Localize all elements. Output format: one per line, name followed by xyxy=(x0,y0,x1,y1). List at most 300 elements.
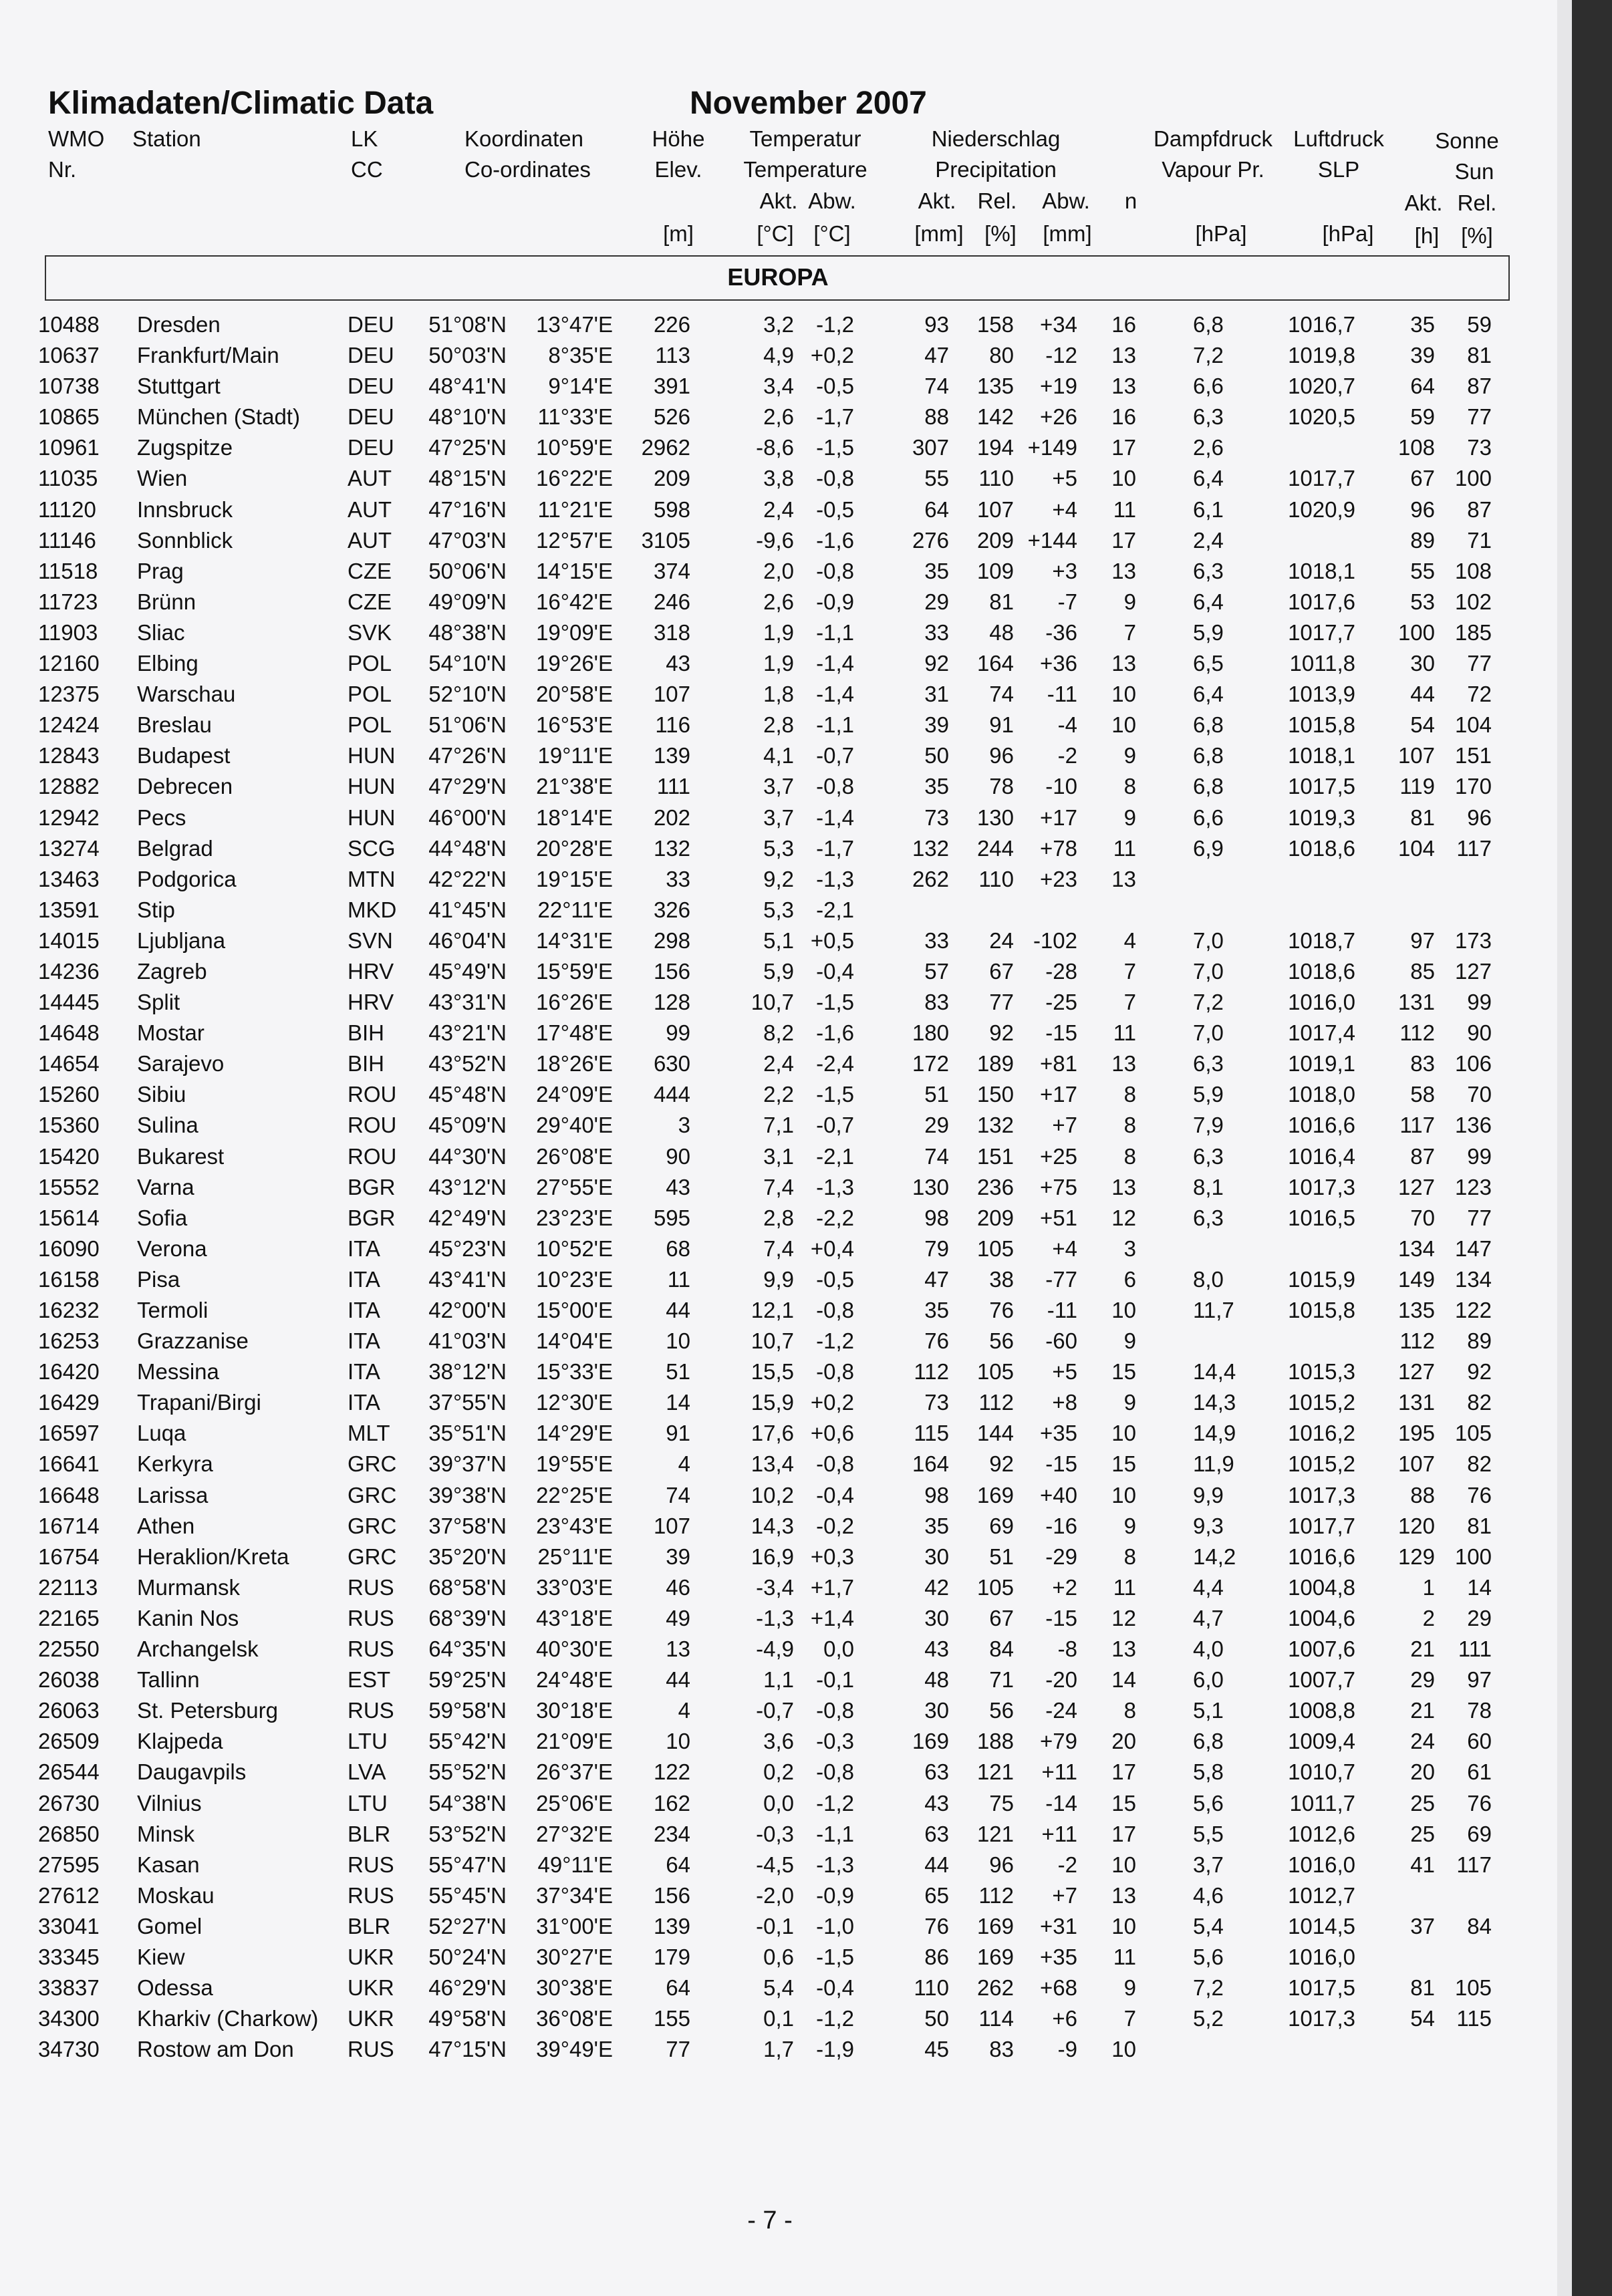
cell-station: Messina xyxy=(137,1359,219,1385)
cell-sun-pct: 102 xyxy=(1454,589,1492,614)
cell-elev: 374 xyxy=(653,558,690,583)
table-row xyxy=(0,1757,1612,1787)
cell-sun-h: 120 xyxy=(1397,1513,1435,1538)
cell-slp: 1016,5 xyxy=(1288,1205,1355,1230)
cell-lon: 10°59'E xyxy=(536,435,613,460)
cell-vapour: 5,9 xyxy=(1193,1082,1224,1107)
cell-temp: 15,9 xyxy=(751,1390,794,1415)
cell-temp-abw: -0,7 xyxy=(816,743,854,768)
cell-lon: 21°09'E xyxy=(536,1729,613,1754)
cell-cc: RUS xyxy=(348,1852,394,1877)
cell-wmo: 16641 xyxy=(38,1451,100,1477)
cell-wmo: 14648 xyxy=(38,1020,100,1046)
cell-precip: 30 xyxy=(924,1605,949,1630)
cell-sun-h: 29 xyxy=(1410,1667,1435,1693)
cell-precip-abw: +79 xyxy=(1040,1729,1077,1754)
cell-n: 12 xyxy=(1111,1605,1136,1630)
cell-slp: 1019,8 xyxy=(1288,343,1355,368)
cell-station: Stuttgart xyxy=(137,374,221,399)
cell-temp-abw: -0,2 xyxy=(816,1513,854,1538)
cell-temp: 3,2 xyxy=(763,312,794,337)
cell-precip-abw: -12 xyxy=(1045,343,1077,368)
cell-precip-rel: 96 xyxy=(989,1852,1014,1877)
cell-sun-pct: 82 xyxy=(1467,1451,1492,1477)
cell-cc: ITA xyxy=(348,1266,380,1292)
cell-lat: 47°29'N xyxy=(428,774,507,799)
cell-vapour: 2,6 xyxy=(1193,435,1224,460)
cell-temp: 2,6 xyxy=(763,589,794,614)
cell-vapour: 4,6 xyxy=(1193,1882,1224,1908)
cell-vapour: 6,8 xyxy=(1193,743,1224,768)
cell-precip-abw: +4 xyxy=(1052,1236,1077,1261)
cell-elev: 46 xyxy=(666,1574,690,1600)
report-period: November 2007 xyxy=(690,86,927,121)
cell-precip-rel: 262 xyxy=(976,1975,1014,2001)
cell-sun-pct: 99 xyxy=(1467,1143,1492,1169)
cell-wmo: 22113 xyxy=(38,1574,98,1600)
cell-precip-rel: 83 xyxy=(989,2037,1014,2062)
cell-elev: 111 xyxy=(656,774,690,799)
cell-temp-abw: -1,1 xyxy=(816,1821,854,1846)
unit-slp: [hPa] xyxy=(1322,221,1374,246)
col-sonne: Sonne xyxy=(1435,128,1499,153)
cell-n: 9 xyxy=(1123,743,1136,768)
cell-lat: 52°27'N xyxy=(428,1913,507,1939)
cell-precip-abw: +35 xyxy=(1040,1421,1077,1446)
cell-lat: 45°23'N xyxy=(428,1236,507,1261)
cell-elev: 10 xyxy=(666,1729,690,1754)
cell-wmo: 27612 xyxy=(38,1882,100,1908)
cell-cc: BLR xyxy=(348,1821,391,1846)
cell-sun-h: 127 xyxy=(1397,1359,1435,1385)
cell-vapour: 6,8 xyxy=(1193,712,1224,738)
cell-sun-pct: 81 xyxy=(1467,343,1492,368)
cell-lon: 30°27'E xyxy=(536,1944,613,1969)
cell-wmo: 16158 xyxy=(38,1266,100,1292)
table-row xyxy=(0,2034,1612,2065)
cell-lat: 47°25'N xyxy=(428,435,507,460)
cell-station: Frankfurt/Main xyxy=(137,343,279,368)
cell-precip-abw: -28 xyxy=(1045,958,1077,984)
table-row xyxy=(0,1788,1612,1819)
table-row xyxy=(0,371,1612,402)
cell-lon: 22°25'E xyxy=(536,1482,613,1508)
cell-lon: 24°09'E xyxy=(536,1082,613,1107)
cell-cc: RUS xyxy=(348,1698,394,1723)
cell-precip-rel: 164 xyxy=(976,651,1014,676)
cell-temp-abw: -2,1 xyxy=(816,897,854,922)
cell-precip-abw: -7 xyxy=(1057,589,1077,614)
table-row xyxy=(0,679,1612,710)
table-row xyxy=(0,402,1612,432)
cell-precip: 50 xyxy=(924,2006,949,2031)
cell-lat: 54°38'N xyxy=(428,1790,507,1816)
col-n: n xyxy=(1124,188,1137,213)
cell-lon: 36°08'E xyxy=(536,2006,613,2031)
cell-elev: 116 xyxy=(655,712,690,738)
cell-n: 7 xyxy=(1123,990,1136,1015)
cell-precip: 31 xyxy=(924,682,949,707)
cell-precip-rel: 135 xyxy=(976,374,1014,399)
table-row xyxy=(0,803,1612,833)
cell-temp-abw: -1,5 xyxy=(816,1944,854,1969)
cell-temp-abw: -1,3 xyxy=(816,866,854,891)
cell-sun-pct: 185 xyxy=(1454,619,1492,645)
cell-lat: 44°30'N xyxy=(428,1143,507,1169)
col-luftdruck: Luftdruck xyxy=(1293,126,1384,151)
cell-elev: 298 xyxy=(653,927,690,953)
cell-wmo: 11035 xyxy=(38,466,98,491)
cell-vapour: 6,3 xyxy=(1193,404,1224,430)
cell-slp: 1019,1 xyxy=(1288,1051,1355,1077)
cell-sun-h: 21 xyxy=(1410,1698,1435,1723)
cell-temp: 1,8 xyxy=(763,682,794,707)
cell-cc: GRC xyxy=(348,1544,397,1569)
cell-sun-pct: 106 xyxy=(1454,1051,1492,1077)
cell-cc: RUS xyxy=(348,1574,394,1600)
cell-vapour: 6,8 xyxy=(1193,1729,1224,1754)
cell-station: Dresden xyxy=(137,312,221,337)
cell-vapour: 7,2 xyxy=(1193,1975,1224,2001)
unit-elev: [m] xyxy=(663,221,694,246)
cell-sun-pct: 105 xyxy=(1454,1421,1492,1446)
table-row xyxy=(0,864,1612,895)
cell-sun-pct: 87 xyxy=(1467,374,1492,399)
cell-lat: 55°42'N xyxy=(428,1729,507,1754)
cell-n: 8 xyxy=(1123,1698,1136,1723)
cell-temp: -1,3 xyxy=(756,1605,794,1630)
cell-vapour: 11,9 xyxy=(1193,1451,1234,1477)
cell-sun-h: 39 xyxy=(1410,343,1435,368)
cell-precip-abw: -24 xyxy=(1045,1698,1077,1723)
cell-elev: 91 xyxy=(666,1421,690,1446)
cell-precip: 42 xyxy=(924,1574,949,1600)
cell-wmo: 14015 xyxy=(38,927,100,953)
cell-slp: 1016,6 xyxy=(1288,1113,1355,1138)
table-row xyxy=(0,1141,1612,1172)
col-precipitation: Precipitation xyxy=(935,157,1057,182)
cell-precip-abw: -20 xyxy=(1045,1667,1077,1693)
cell-precip: 64 xyxy=(924,496,949,522)
cell-vapour: 5,5 xyxy=(1193,1821,1224,1846)
cell-slp: 1009,4 xyxy=(1288,1729,1355,1754)
cell-lon: 18°26'E xyxy=(536,1051,613,1077)
cell-precip-abw: -29 xyxy=(1045,1544,1077,1569)
cell-slp: 1015,3 xyxy=(1288,1359,1355,1385)
cell-lat: 35°20'N xyxy=(428,1544,507,1569)
cell-lon: 11°21'E xyxy=(537,496,613,522)
cell-lat: 59°58'N xyxy=(428,1698,507,1723)
cell-precip-abw: +75 xyxy=(1040,1174,1077,1199)
cell-vapour: 5,8 xyxy=(1193,1759,1224,1785)
cell-station: Sulina xyxy=(137,1113,198,1138)
cell-precip-abw: -15 xyxy=(1045,1020,1077,1046)
cell-slp: 1007,7 xyxy=(1288,1667,1355,1693)
cell-lon: 10°52'E xyxy=(536,1236,613,1261)
cell-slp: 1016,6 xyxy=(1288,1544,1355,1569)
cell-lat: 46°04'N xyxy=(428,927,507,953)
cell-sun-h: 54 xyxy=(1410,2006,1435,2031)
cell-temp-abw: -0,8 xyxy=(816,1759,854,1785)
cell-precip-abw: +17 xyxy=(1040,805,1077,830)
cell-wmo: 13591 xyxy=(38,897,100,922)
cell-elev: 14 xyxy=(666,1390,690,1415)
table-row xyxy=(0,1172,1612,1203)
table-row xyxy=(0,1264,1612,1295)
cell-slp: 1018,6 xyxy=(1288,835,1355,861)
cell-precip-rel: 236 xyxy=(976,1174,1014,1199)
page-title: Klimadaten/Climatic Data xyxy=(48,86,434,121)
cell-n: 13 xyxy=(1111,374,1136,399)
cell-elev: 155 xyxy=(653,2006,690,2031)
cell-precip-rel: 92 xyxy=(989,1451,1014,1477)
cell-temp-abw: -0,8 xyxy=(816,1298,854,1322)
cell-lat: 47°15'N xyxy=(428,2037,507,2062)
cell-n: 20 xyxy=(1111,1729,1136,1754)
cell-slp: 1017,7 xyxy=(1288,619,1355,645)
cell-temp-abw: -2,2 xyxy=(816,1205,854,1230)
cell-precip: 130 xyxy=(912,1174,949,1199)
cell-n: 13 xyxy=(1111,651,1136,676)
cell-precip: 43 xyxy=(924,1636,949,1662)
cell-station: Sarajevo xyxy=(137,1051,225,1077)
cell-wmo: 10488 xyxy=(38,312,100,337)
cell-lon: 19°15'E xyxy=(536,866,613,891)
cell-sun-pct: 122 xyxy=(1454,1298,1492,1322)
cell-n: 4 xyxy=(1123,927,1136,953)
cell-precip: 79 xyxy=(924,1236,949,1261)
cell-precip-abw: +40 xyxy=(1040,1482,1077,1508)
cell-temp-abw: +0,6 xyxy=(810,1421,854,1446)
cell-lon: 40°30'E xyxy=(536,1636,613,1662)
cell-precip-rel: 112 xyxy=(978,1882,1014,1908)
cell-wmo: 26850 xyxy=(38,1821,100,1846)
cell-lon: 19°55'E xyxy=(536,1451,613,1477)
cell-n: 8 xyxy=(1123,1544,1136,1569)
cell-wmo: 12882 xyxy=(38,774,100,799)
unit-temp-abw: [°C] xyxy=(813,221,851,246)
cell-elev: 107 xyxy=(653,682,690,707)
cell-n: 17 xyxy=(1111,435,1136,460)
cell-sun-h: 55 xyxy=(1410,558,1435,583)
cell-elev: 162 xyxy=(653,1790,690,1816)
cell-temp: 2,6 xyxy=(763,404,794,430)
cell-sun-pct: 136 xyxy=(1454,1113,1492,1138)
cell-sun-pct: 92 xyxy=(1467,1359,1492,1385)
cell-temp: -0,1 xyxy=(756,1913,794,1939)
cell-station: Moskau xyxy=(137,1882,215,1908)
cell-precip-rel: 80 xyxy=(989,343,1014,368)
cell-sun-h: 104 xyxy=(1397,835,1435,861)
cell-temp: 15,5 xyxy=(751,1359,794,1385)
cell-precip: 112 xyxy=(914,1359,949,1385)
cell-sun-pct: 90 xyxy=(1467,1020,1492,1046)
cell-lat: 35°51'N xyxy=(428,1421,507,1446)
cell-n: 16 xyxy=(1111,312,1136,337)
cell-sun-h: 64 xyxy=(1410,374,1435,399)
cell-n: 9 xyxy=(1123,1975,1136,2001)
cell-precip-abw: -9 xyxy=(1057,2037,1077,2062)
cell-sun-h: 67 xyxy=(1410,466,1435,491)
cell-sun-h: 117 xyxy=(1399,1113,1435,1138)
cell-cc: LTU xyxy=(348,1729,388,1754)
table-row xyxy=(0,1295,1612,1326)
cell-sun-h: 112 xyxy=(1399,1020,1435,1046)
cell-precip: 73 xyxy=(924,805,949,830)
cell-station: Luqa xyxy=(137,1421,186,1446)
table-row xyxy=(0,1356,1612,1387)
cell-vapour: 6,9 xyxy=(1193,835,1224,861)
cell-slp: 1004,8 xyxy=(1288,1574,1355,1600)
cell-temp-abw: -0,8 xyxy=(816,1698,854,1723)
cell-sun-h: 30 xyxy=(1410,651,1435,676)
cell-precip-rel: 109 xyxy=(976,558,1014,583)
cell-lat: 43°31'N xyxy=(428,990,507,1015)
cell-lat: 50°06'N xyxy=(428,558,507,583)
cell-cc: RUS xyxy=(348,2037,394,2062)
cell-cc: ROU xyxy=(348,1082,397,1107)
cell-wmo: 12160 xyxy=(38,651,100,676)
cell-wmo: 16754 xyxy=(38,1544,100,1569)
cell-slp: 1019,3 xyxy=(1288,805,1355,830)
cell-vapour: 7,9 xyxy=(1193,1113,1224,1138)
cell-n: 9 xyxy=(1123,1513,1136,1538)
cell-sun-pct: 170 xyxy=(1454,774,1492,799)
cell-lon: 30°38'E xyxy=(536,1975,613,2001)
cell-precip-rel: 244 xyxy=(976,835,1014,861)
cell-temp: 5,9 xyxy=(763,958,794,984)
cell-slp: 1011,8 xyxy=(1289,651,1355,676)
cell-slp: 1016,0 xyxy=(1288,1944,1355,1969)
col-p-rel: Rel. xyxy=(977,188,1017,213)
cell-precip-abw: +6 xyxy=(1052,2006,1077,2031)
cell-slp: 1015,9 xyxy=(1288,1266,1355,1292)
cell-precip-abw: +11 xyxy=(1041,1759,1077,1785)
cell-elev: 51 xyxy=(666,1359,690,1385)
cell-vapour: 6,6 xyxy=(1193,374,1224,399)
cell-sun-h: 53 xyxy=(1410,589,1435,614)
cell-sun-h: 135 xyxy=(1397,1298,1435,1322)
cell-cc: UKR xyxy=(348,1944,394,1969)
cell-sun-h: 195 xyxy=(1397,1421,1435,1446)
cell-temp-abw: -0,9 xyxy=(816,1882,854,1908)
cell-elev: 49 xyxy=(666,1605,690,1630)
cell-precip-abw: -2 xyxy=(1057,1852,1077,1877)
cell-slp: 1015,8 xyxy=(1288,1298,1355,1322)
unit-sun-pct: [%] xyxy=(1461,223,1493,248)
cell-n: 13 xyxy=(1111,558,1136,583)
cell-station: Pecs xyxy=(137,805,186,830)
cell-station: Kanin Nos xyxy=(137,1605,239,1630)
cell-sun-pct: 78 xyxy=(1467,1698,1492,1723)
cell-slp: 1020,9 xyxy=(1288,496,1355,522)
cell-temp-abw: -1,6 xyxy=(816,527,854,553)
cell-n: 8 xyxy=(1123,774,1136,799)
cell-lon: 16°53'E xyxy=(536,712,613,738)
cell-temp: -4,9 xyxy=(756,1636,794,1662)
cell-precip: 262 xyxy=(912,866,949,891)
cell-temp: -0,3 xyxy=(756,1821,794,1846)
cell-n: 10 xyxy=(1111,1852,1136,1877)
cell-precip-rel: 105 xyxy=(976,1574,1014,1600)
cell-n: 13 xyxy=(1111,1051,1136,1077)
cell-slp: 1016,0 xyxy=(1288,1852,1355,1877)
cell-station: Heraklion/Kreta xyxy=(137,1544,289,1569)
unit-precip-abw: [mm] xyxy=(1043,221,1092,246)
cell-precip-abw: -15 xyxy=(1045,1451,1077,1477)
cell-slp: 1016,0 xyxy=(1288,990,1355,1015)
cell-vapour: 5,6 xyxy=(1193,1790,1224,1816)
table-row xyxy=(0,1203,1612,1234)
cell-cc: DEU xyxy=(348,343,394,368)
cell-lon: 23°43'E xyxy=(536,1513,613,1538)
cell-precip: 39 xyxy=(924,712,949,738)
cell-station: Sibiu xyxy=(137,1082,186,1107)
cell-station: Sofia xyxy=(137,1205,188,1230)
cell-wmo: 27595 xyxy=(38,1852,100,1877)
cell-vapour: 6,5 xyxy=(1193,651,1224,676)
cell-elev: 139 xyxy=(653,743,690,768)
cell-slp: 1012,6 xyxy=(1288,1821,1355,1846)
cell-precip-abw: -102 xyxy=(1033,927,1077,953)
table-row xyxy=(0,309,1612,340)
col-p-akt: Akt. xyxy=(918,188,956,213)
cell-lat: 46°29'N xyxy=(428,1975,507,2001)
cell-lon: 18°14'E xyxy=(536,805,613,830)
cell-precip-abw: +68 xyxy=(1040,1975,1077,2001)
cell-elev: 598 xyxy=(653,496,690,522)
cell-lat: 39°37'N xyxy=(428,1451,507,1477)
cell-temp: 3,6 xyxy=(763,1729,794,1754)
cell-wmo: 16232 xyxy=(38,1298,100,1322)
col-dampfdruck: Dampfdruck xyxy=(1154,126,1272,151)
col-station: Station xyxy=(132,126,201,151)
table-row xyxy=(0,1880,1612,1911)
cell-station: Warschau xyxy=(137,682,236,707)
cell-lon: 15°33'E xyxy=(536,1359,613,1385)
cell-wmo: 16253 xyxy=(38,1328,100,1354)
cell-precip-abw: +81 xyxy=(1040,1051,1077,1077)
cell-temp: 10,2 xyxy=(751,1482,794,1508)
cell-slp: 1012,7 xyxy=(1288,1882,1355,1908)
cell-cc: ITA xyxy=(348,1328,380,1354)
cell-lon: 27°55'E xyxy=(536,1174,613,1199)
cell-sun-h: 37 xyxy=(1410,1913,1435,1939)
cell-temp-abw: -0,5 xyxy=(816,496,854,522)
cell-wmo: 13274 xyxy=(38,835,100,861)
cell-precip-abw: +19 xyxy=(1040,374,1077,399)
cell-precip: 48 xyxy=(924,1667,949,1693)
cell-temp: 13,4 xyxy=(751,1451,794,1477)
cell-precip-rel: 51 xyxy=(989,1544,1014,1569)
table-row xyxy=(0,1234,1612,1264)
cell-temp: 1,9 xyxy=(763,619,794,645)
cell-elev: 39 xyxy=(666,1544,690,1569)
cell-lat: 68°58'N xyxy=(428,1574,507,1600)
page-number: - 7 - xyxy=(747,2206,793,2235)
cell-station: Innsbruck xyxy=(137,496,233,522)
table-row xyxy=(0,1726,1612,1757)
cell-cc: MKD xyxy=(348,897,397,922)
cell-wmo: 33041 xyxy=(38,1913,100,1939)
cell-precip-abw: +144 xyxy=(1027,527,1077,553)
table-row xyxy=(0,895,1612,925)
cell-sun-h: 119 xyxy=(1399,774,1435,799)
cell-n: 8 xyxy=(1123,1113,1136,1138)
cell-temp: 3,8 xyxy=(763,466,794,491)
cell-lon: 19°09'E xyxy=(536,619,613,645)
cell-sun-h: 108 xyxy=(1397,435,1435,460)
